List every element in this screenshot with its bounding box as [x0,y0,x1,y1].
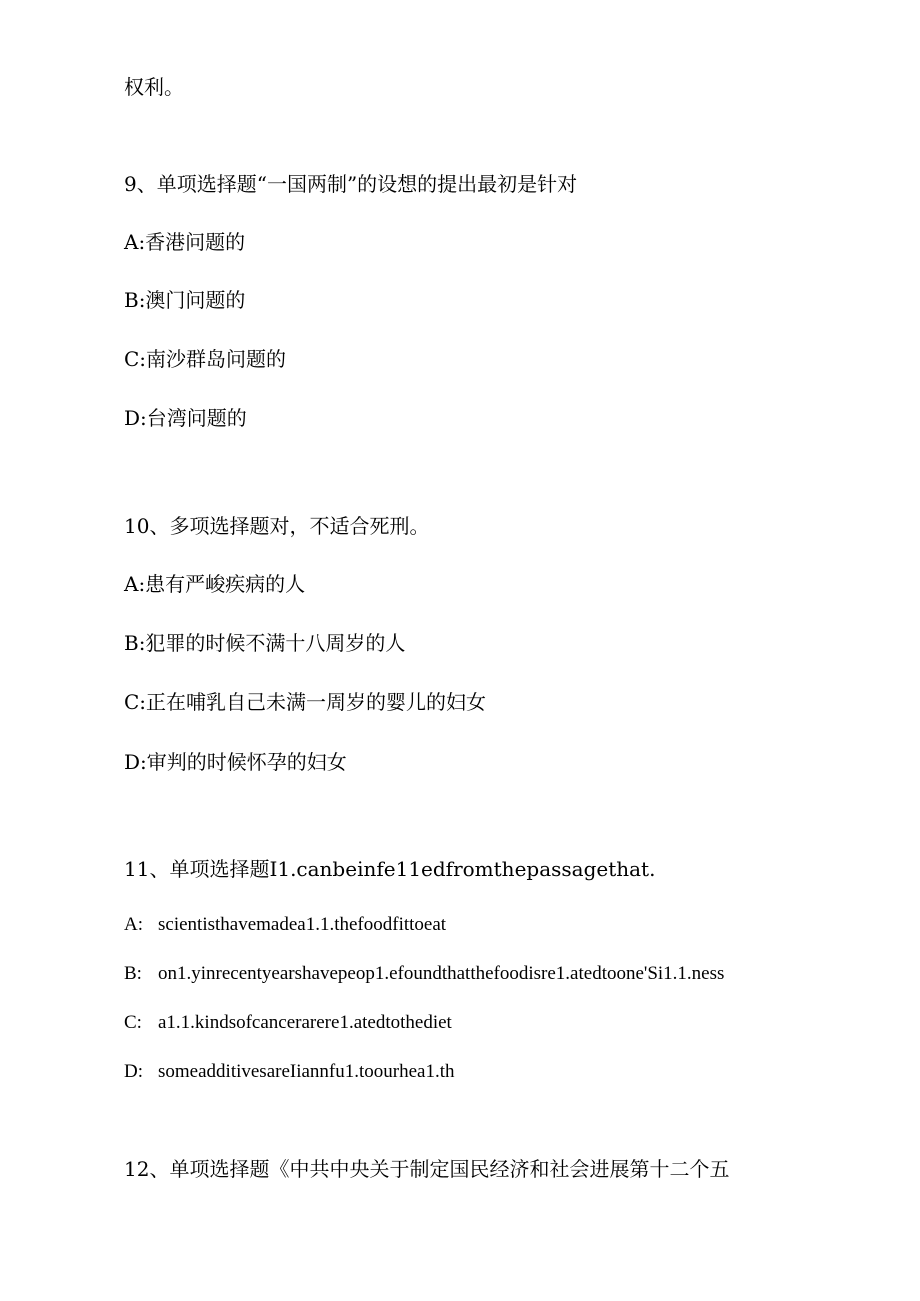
question-11-option-c [124,1010,452,1036]
option-letter: B: [124,963,142,984]
question-10-option-b: B:犯罪的时候不满十八周岁的人 [124,631,406,655]
intro-tail-text: 权利。 [124,75,184,99]
option-letter: D: [124,1061,143,1082]
question-9-option-a: A:香港问题的 [124,230,246,254]
option-text: someadditivesareIiannfu1.toourhea1.th [158,1061,455,1082]
question-11-option-b [124,961,724,987]
question-11-option-d [124,1059,455,1085]
question-12-stem: 12、单项选择题《中共中央关于制定国民经济和社会进展第十二个五 [124,1157,730,1181]
question-11-stem: 11、单项选择题I1.canbeinfe11edfromthepassagethat. [124,857,656,881]
option-letter: A: [124,914,143,935]
question-9-stem: 9、单项选择题“一国两制”的设想的提出最初是针对 [124,172,578,196]
question-9-option-d: D:台湾问题的 [124,406,247,430]
question-10-option-a: A:患有严峻疾病的人 [124,572,306,596]
question-10-option-c: C:正在哺乳自己未满一周岁的婴儿的妇女 [124,690,487,714]
option-text: on1.yinrecentyearshavepeop1.efoundthatthefoodisre1.atedtoone'Si1.1.ness [158,963,725,984]
question-9-option-b: B:澳门问题的 [124,288,246,312]
option-letter: C: [124,1012,142,1033]
question-9-option-c: C:南沙群岛问题的 [124,347,287,371]
question-11-option-a [124,912,446,938]
option-text: a1.1.kindsofcancerarere1.atedtothediet [158,1012,452,1033]
question-10-stem: 10、多项选择题对，不适合死刑。 [124,514,430,538]
option-text: scientisthavemadea1.1.thefoodfittoeat [158,914,447,935]
question-10-option-d: D:审判的时候怀孕的妇女 [124,750,347,774]
